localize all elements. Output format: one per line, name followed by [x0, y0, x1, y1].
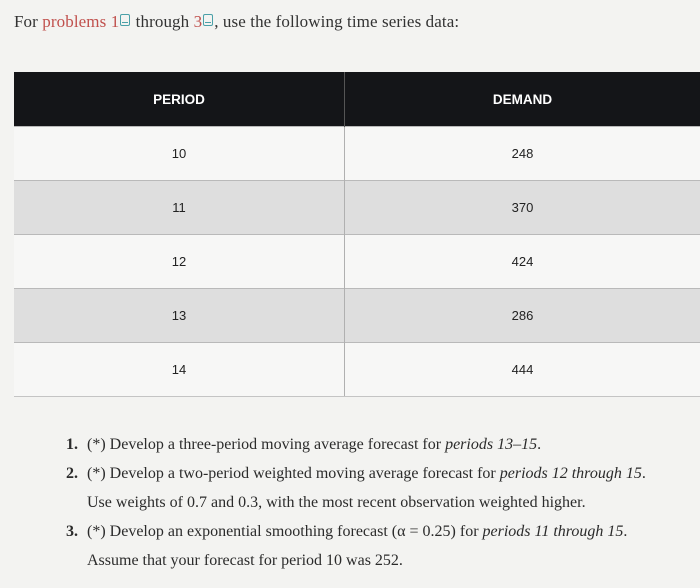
problem-3-link[interactable]: 3	[194, 12, 215, 31]
intro-through: through	[135, 12, 190, 31]
problem-periods: periods 13–15	[445, 436, 538, 453]
demand-cell: 248	[345, 127, 700, 181]
document-ref-icon[interactable]	[120, 14, 130, 26]
problems-link[interactable]: problems 1	[42, 12, 131, 31]
document-ref-icon[interactable]	[203, 14, 213, 26]
demand-cell: 370	[345, 181, 700, 235]
problem-number: 3.	[66, 523, 78, 540]
problem-text: (*) Develop a two-period weighted moving average forecast for	[87, 465, 500, 482]
problem-text: (*) Develop an exponential smoothing forecast (α = 0.25) for	[87, 523, 483, 540]
problem-list	[66, 430, 696, 575]
table-row	[14, 343, 700, 397]
intro-suffix: , use the following time series data:	[214, 12, 460, 31]
period-cell: 11	[14, 181, 345, 235]
period-cell: 14	[14, 343, 345, 397]
intro-prefix: For	[14, 12, 38, 31]
problem-detail: Assume that your forecast for period 10 was 252.	[87, 552, 403, 569]
demand-cell: 424	[345, 235, 700, 289]
problem-item: 1. (*) Develop a three-period moving average forecast for periods 13–15.	[66, 430, 696, 459]
problem-number: 1.	[66, 436, 78, 453]
table-row	[14, 289, 700, 343]
period-cell: 10	[14, 127, 345, 181]
problem-item: 2. (*) Develop a two-period weighted moving average forecast for periods 12 through 15. Use weights of 0.7 and 0.3, with the most recent observation weighted higher.	[66, 459, 696, 517]
period-cell: 12	[14, 235, 345, 289]
table-row	[14, 127, 700, 181]
problem-detail: Use weights of 0.7 and 0.3, with the most recent observation weighted higher.	[87, 494, 586, 511]
period-cell: 13	[14, 289, 345, 343]
problem-periods: periods 12 through 15	[499, 465, 642, 482]
problem-periods: periods 11 through 15	[482, 523, 624, 540]
demand-cell: 444	[345, 343, 700, 397]
period-header: PERIOD	[14, 72, 345, 127]
demand-header: DEMAND	[345, 72, 700, 127]
problem-number: 2.	[66, 465, 78, 482]
table-row	[14, 235, 700, 289]
demand-cell: 286	[345, 289, 700, 343]
table-header-row	[14, 72, 700, 127]
problem-text: (*) Develop a three-period moving average forecast for	[87, 436, 446, 453]
table-row	[14, 181, 700, 235]
intro-line	[14, 12, 459, 32]
time-series-table	[14, 72, 700, 397]
problem-item: 3. (*) Develop an exponential smoothing forecast (α = 0.25) for periods 11 through 15. Assume that your forecast for period 10 was 252.	[66, 517, 696, 575]
